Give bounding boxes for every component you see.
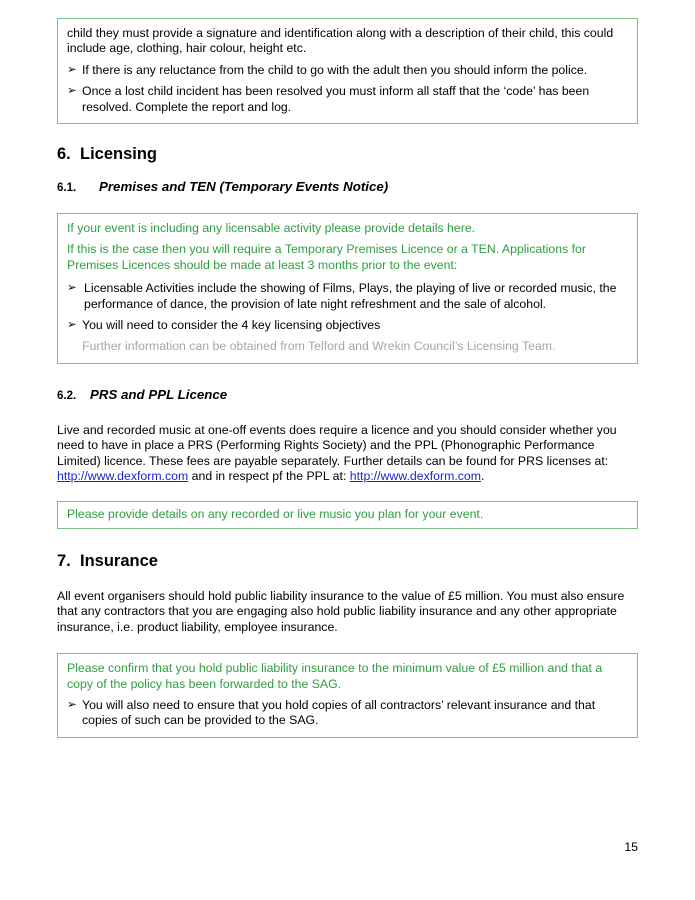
list-item-label: Licensable Activities include the showing of Films, Plays, the playing of live or recorded music, the performance of dance, the provision of late night refreshment and the sale of alcohol.: [84, 281, 617, 311]
list-item: [67, 318, 628, 333]
list-item-label: child they must provide a signature and identification along with a description of their child, this could include age, clothing, hair colour, height etc.: [67, 26, 614, 56]
bullet-arrow-icon: ➢: [67, 282, 77, 295]
callout-label: Please provide details on any recorded or live music you plan for your event.: [67, 506, 484, 521]
list-item-label: Once a lost child incident has been resolved you must inform all staff that the ‘code’ has been resolved. Complete the report and log.: [82, 84, 590, 114]
prs-paragraph-part2: and in respect pf the PPL at:: [188, 469, 350, 484]
heading-text: PRS and PPL Licence: [90, 386, 228, 402]
list-item: [67, 84, 628, 115]
insurance-callout-box: [57, 653, 638, 738]
list-item-label: You will need to consider the 4 key licensing objectives: [82, 318, 381, 333]
list-item: [67, 63, 628, 78]
list-item: [67, 26, 628, 57]
bullet-arrow-icon: ➢: [67, 85, 77, 98]
heading-prs-ppl: [57, 386, 638, 405]
list-item-label: You will also need to ensure that you hold copies of all contractors’ relevant insurance and that copies of such can be provided to the SAG.: [82, 697, 596, 728]
callout-line-2: If this is the case then you will require a Temporary Premises Licence or a TEN. Applications for Premises Licences should be made at least 3 months prior to the event:: [67, 242, 586, 272]
heading-premises-ten: [57, 178, 638, 197]
heading-licensing: [57, 144, 638, 164]
heading-text: Premises and TEN (Temporary Events Notice): [99, 179, 389, 195]
callout-label: Please confirm that you hold public liability insurance to the minimum value of £5 million and that a copy of the policy has been forwarded to the SAG.: [67, 661, 603, 691]
page-number: 15: [624, 840, 638, 854]
heading-number: 6.2.: [57, 389, 77, 402]
heading-insurance: [57, 551, 638, 571]
prs-paragraph: [57, 423, 638, 485]
page-content: [57, 18, 638, 738]
heading-text: Licensing: [80, 145, 158, 164]
music-details-callout-box: [57, 501, 638, 529]
heading-number: 6.1.: [57, 182, 77, 195]
bullet-arrow-icon: ➢: [67, 698, 77, 711]
bullet-arrow-icon: ➢: [67, 63, 77, 76]
heading-number: 6.: [57, 145, 71, 164]
list-item: [67, 281, 628, 312]
insurance-paragraph: All event organisers should hold public liability insurance to the value of £5 million. You must also ensure that any contractors that you are engaging also hold public liability insurance and any other appropriate insurance, i.e. product liability, employee insurance.: [57, 588, 625, 634]
callout-line-1: If your event is including any licensable activity please provide details here.: [67, 221, 476, 236]
callout-hint: [67, 339, 628, 354]
heading-number: 7.: [57, 551, 71, 570]
lost-child-callout-box: [57, 18, 638, 124]
prs-paragraph-part1: Live and recorded music at one-off events does require a licence and you should consider whether you need to have in place a PRS (Performing Rights Society) and the PPL (Phonographic Performance Limited) licence. These fees are payable separately. Further details can be found for PRS licenses at:: [57, 422, 617, 468]
prs-paragraph-part3: .: [481, 469, 485, 484]
bullet-arrow-icon: ➢: [67, 319, 77, 332]
list-item: [67, 698, 628, 729]
heading-text: Insurance: [80, 551, 158, 570]
prs-link[interactable]: http://www.dexform.com: [57, 469, 189, 484]
ppl-link[interactable]: http://www.dexform.com: [349, 469, 481, 484]
premises-callout-box: [57, 213, 638, 364]
list-item-label: If there is any reluctance from the child to go with the adult then you should inform the police.: [82, 62, 588, 77]
callout-hint-label: Further information can be obtained from Telford and Wrekin Council’s Licensing Team.: [82, 339, 556, 354]
